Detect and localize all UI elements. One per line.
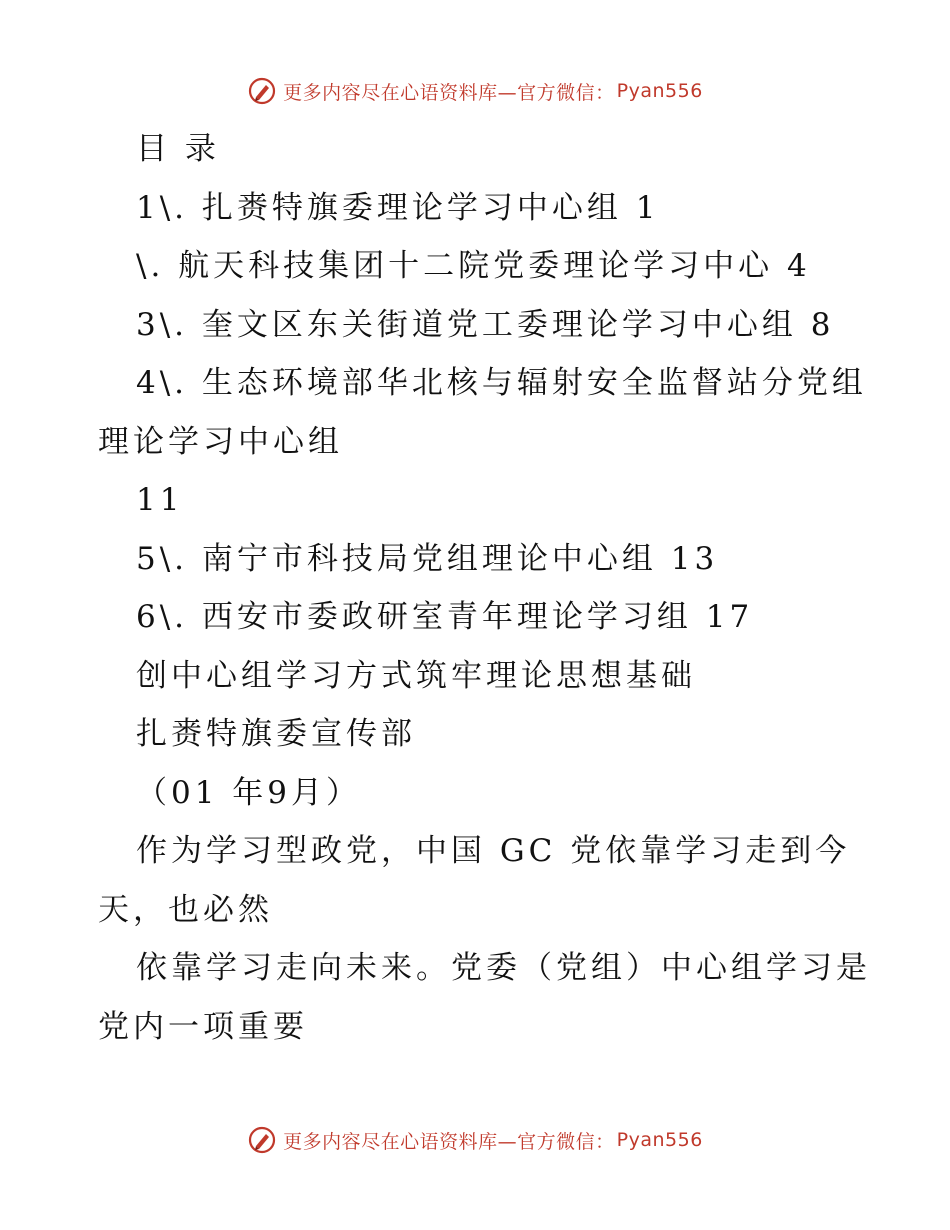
toc-entry-5: 5\. 南宁市科技局党组理论中心组 13 — [136, 540, 719, 577]
watermark-text: 更多内容尽在心语资料库—官方微信： — [283, 81, 615, 104]
toc-entry-4-page: 11 — [136, 482, 184, 518]
watermark-wechat-id: Pyan556 — [616, 80, 703, 102]
toc-entry-6: 6\. 西安市委政研室青年理论学习组 17 — [136, 599, 754, 635]
toc-title: 目 录 — [136, 131, 220, 167]
watermark-text: 更多内容尽在心语资料库—官方微信： — [283, 1130, 615, 1153]
paragraph-1-line-2: 天，也必然 — [98, 891, 273, 928]
paragraph-1-line-1: 作为学习型政党，中国 GC 党依靠学习走到今 — [136, 833, 851, 869]
watermark-wechat-id: Pyan556 — [616, 1129, 703, 1151]
pen-logo-icon — [247, 1125, 277, 1155]
toc-entry-4: 4\. 生态环境部华北核与辐射安全监督站分党组 — [136, 365, 867, 401]
article-date: （01 年9月） — [136, 774, 362, 811]
toc-entry-2: \. 航天科技集团十二院党委理论学习中心 4 — [136, 248, 811, 284]
document-body — [98, 120, 871, 1056]
article-title: 创中心组学习方式筑牢理论思想基础 — [136, 657, 696, 694]
footer-watermark — [0, 1123, 950, 1157]
article-author: 扎赉特旗委宣传部 — [136, 716, 416, 752]
header-watermark — [0, 74, 950, 108]
toc-entry-4-continued: 理论学习中心组 — [98, 423, 343, 460]
paragraph-2-line-2: 党内一项重要 — [98, 1008, 308, 1045]
paragraph-2-line-1: 依靠学习走向未来。党委（党组）中心组学习是 — [136, 950, 871, 986]
toc-entry-1: 1\. 扎赉特旗委理论学习中心组 1 — [136, 189, 660, 226]
pen-logo-icon — [247, 76, 277, 106]
toc-entry-3: 3\. 奎文区东关街道党工委理论学习中心组 8 — [136, 306, 835, 343]
